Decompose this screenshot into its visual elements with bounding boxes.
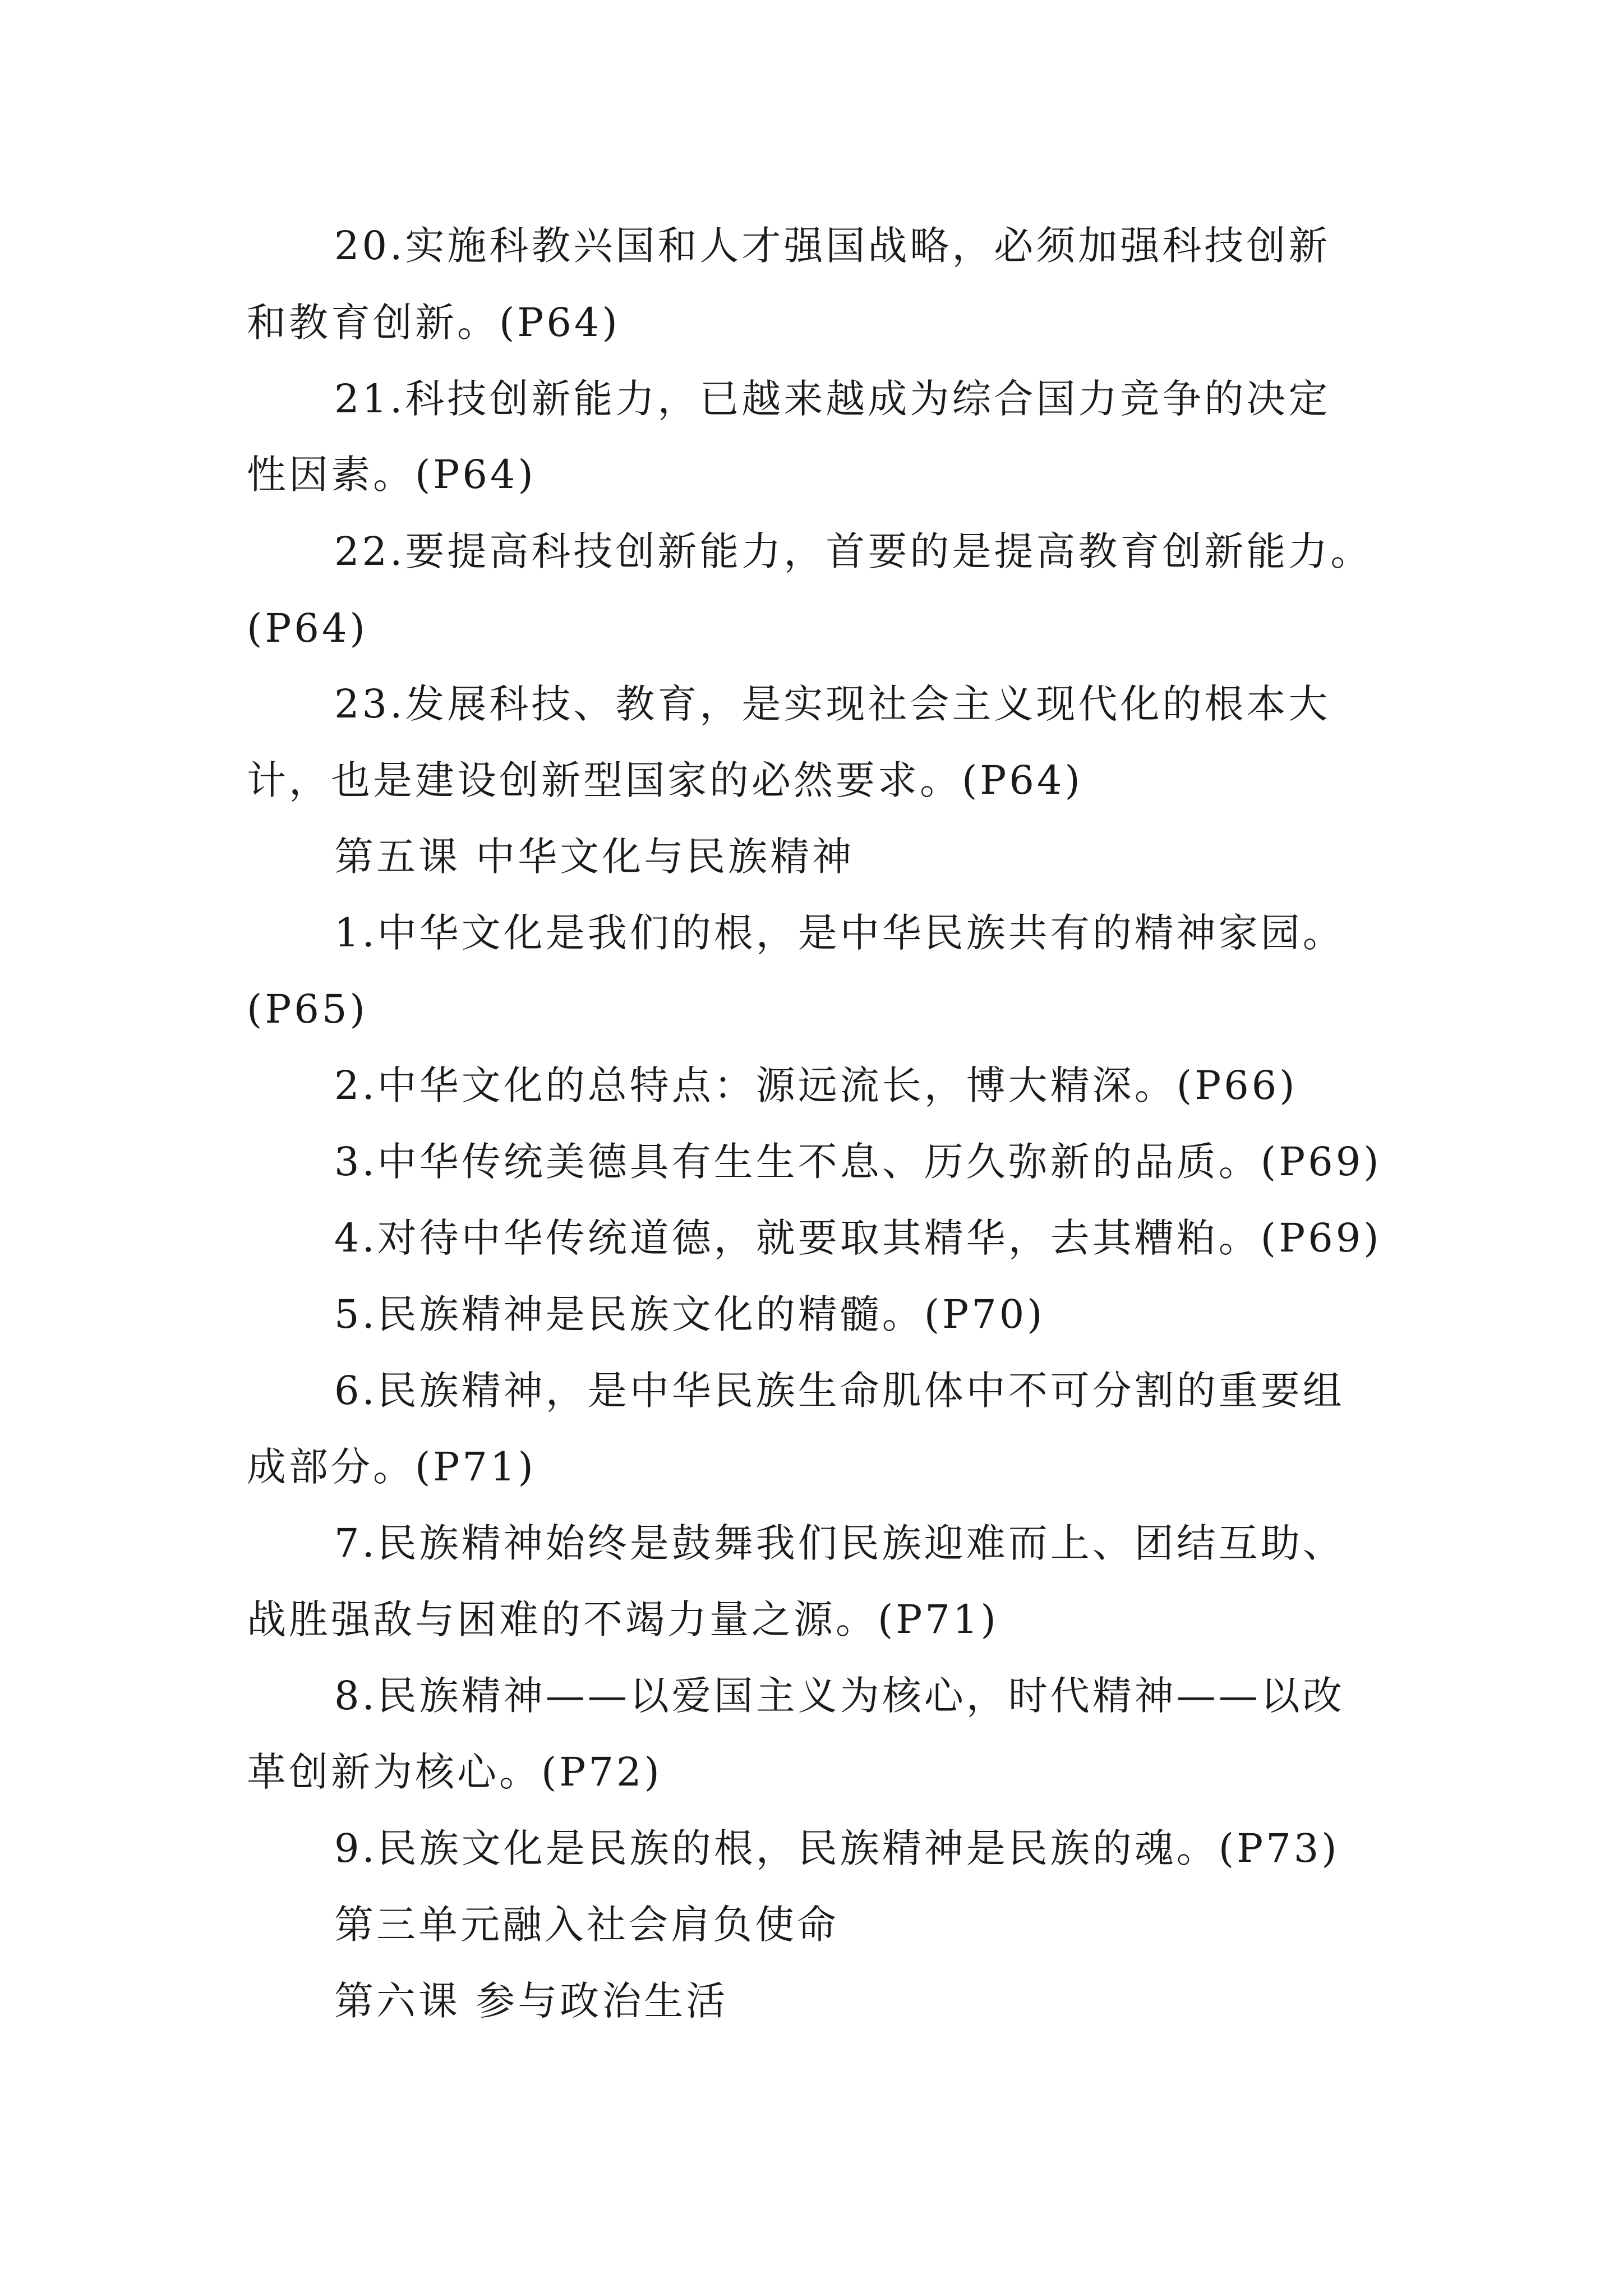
text-line-item-22: 22.要提高科技创新能力，首要的是提高教育创新能力。 bbox=[334, 528, 1373, 574]
text-line-item-5: 5.民族精神是民族文化的精髓。(P70) bbox=[334, 1291, 1045, 1337]
text-line-item-20-cont: 和教育创新。(P64) bbox=[247, 300, 620, 346]
text-line-item-21: 21.科技创新能力，已越来越成为综合国力竞争的决定 bbox=[334, 376, 1331, 422]
text-line-item-6-cont: 成部分。(P71) bbox=[247, 1444, 536, 1490]
unit-heading-3: 第三单元融入社会肩负使命 bbox=[334, 1902, 839, 1948]
text-line-item-1: 1.中华文化是我们的根，是中华民族共有的精神家园。 bbox=[334, 910, 1345, 956]
text-line-item-22-cont: (P64) bbox=[247, 605, 368, 651]
text-line-item-4: 4.对待中华传统道德，就要取其精华，去其糟粕。(P69) bbox=[334, 1215, 1382, 1261]
text-line-item-20: 20.实施科教兴国和人才强国战略，必须加强科技创新 bbox=[334, 223, 1331, 269]
text-line-item-23: 23.发展科技、教育，是实现社会主义现代化的根本大 bbox=[334, 681, 1331, 727]
text-line-item-3: 3.中华传统美德具有生生不息、历久弥新的品质。(P69) bbox=[334, 1139, 1382, 1185]
text-line-item-8: 8.民族精神——以爱国主义为核心，时代精神——以改 bbox=[334, 1673, 1345, 1719]
text-line-item-6: 6.民族精神，是中华民族生命肌体中不可分割的重要组 bbox=[334, 1368, 1345, 1414]
lesson-heading-6: 第六课 参与政治生活 bbox=[334, 1978, 728, 2024]
text-line-item-8-cont: 革创新为核心。(P72) bbox=[247, 1749, 662, 1795]
text-line-item-23-cont: 计，也是建设创新型国家的必然要求。(P64) bbox=[247, 757, 1083, 803]
lesson-heading-5: 第五课 中华文化与民族精神 bbox=[334, 834, 855, 880]
text-line-item-2: 2.中华文化的总特点：源远流长，博大精深。(P66) bbox=[334, 1062, 1298, 1108]
text-line-item-21-cont: 性因素。(P64) bbox=[247, 452, 536, 498]
text-line-item-9: 9.民族文化是民族的根，民族精神是民族的魂。(P73) bbox=[334, 1825, 1340, 1871]
text-line-item-7: 7.民族精神始终是鼓舞我们民族迎难而上、团结互助、 bbox=[334, 1520, 1345, 1566]
text-line-item-7-cont: 战胜强敌与困难的不竭力量之源。(P71) bbox=[247, 1596, 999, 1642]
text-line-item-1-cont: (P65) bbox=[247, 986, 368, 1032]
